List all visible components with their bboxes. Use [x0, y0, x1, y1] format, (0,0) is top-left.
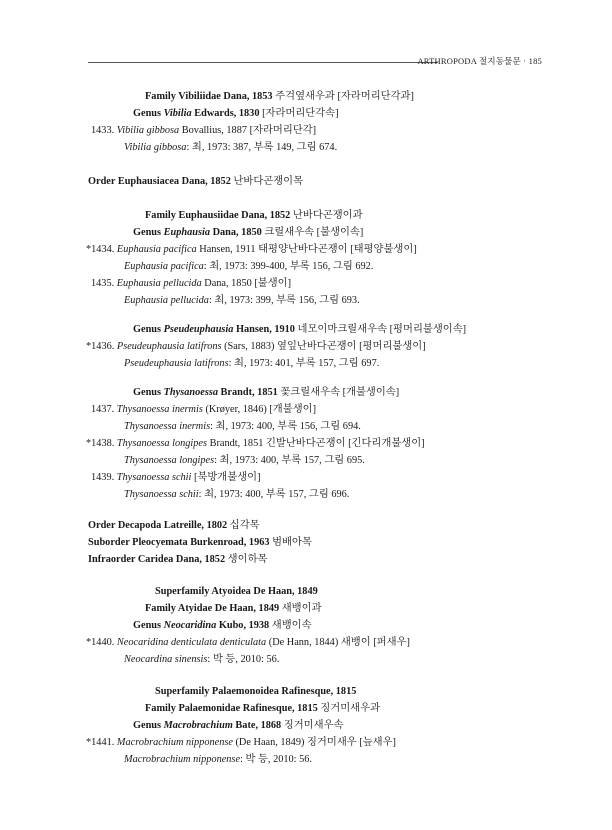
- species-entry: 1439. Thysanoessa schii [북방개불생이]: [91, 472, 261, 483]
- superfamily-heading: Superfamily Atyoidea De Haan, 1849: [155, 586, 318, 597]
- genus-heading: Genus Pseudeuphausia Hansen, 1910 네모이마크릴새우속 [평머리불생이속]: [133, 324, 467, 335]
- header-rule: [88, 62, 438, 63]
- species-entry: *1436. Pseudeuphausia latifrons (Sars, 1883) 옆잎난바다곤쟁이 [평머리불생이]: [86, 341, 426, 352]
- species-reference: Thysanoessa longipes: 최, 1973: 400, 부록 157, 그림 695.: [124, 455, 365, 466]
- species-reference: Macrobrachium nipponense: 박 등, 2010: 56.: [124, 754, 312, 765]
- family-heading: Family Palaemonidae Rafinesque, 1815 징거미새우과: [145, 703, 381, 714]
- species-entry: *1438. Thysanoessa longipes Brandt, 1851 긴발난바다곤쟁이 [긴다리개불생이]: [86, 438, 425, 449]
- genus-heading: Genus Vibilia Edwards, 1830 [자라머리단각속]: [133, 108, 339, 119]
- genus-heading: Genus Euphausia Dana, 1850 크릴새우속 [불생이속]: [133, 227, 364, 238]
- species-entry: *1441. Macrobrachium nipponense (De Haan, 1849) 징거미새우 [늪새우]: [86, 737, 396, 748]
- genus-heading: Genus Thysanoessa Brandt, 1851 꽃크릴새우속 [개불생이속]: [133, 387, 400, 398]
- genus-heading: Genus Neocaridina Kubo, 1938 새뱅이속: [133, 620, 312, 631]
- species-reference: Pseudeuphausia latifrons: 최, 1973: 401, 부록 157, 그림 697.: [124, 358, 380, 369]
- family-heading: Family Atyidae De Haan, 1849 새뱅이과: [145, 603, 322, 614]
- species-reference: Vibilia gibbosa: 최, 1973: 387, 부록 149, 그림 674.: [124, 142, 338, 153]
- species-entry: *1440. Neocaridina denticulata denticulata (De Hann, 1844) 새뱅이 [퍼새우]: [86, 637, 410, 648]
- order-heading: Order Decapoda Latreille, 1802 십각목: [88, 520, 260, 531]
- species-reference: Thysanoessa schii: 최, 1973: 400, 부록 157, 그림 696.: [124, 489, 350, 500]
- family-heading: Family Vibiliidae Dana, 1853 주걱옆새우과 [자라머리단각과]: [145, 91, 414, 102]
- genus-heading: Genus Macrobrachium Bate, 1868 징거미새우속: [133, 720, 344, 731]
- order-heading: Order Euphausiacea Dana, 1852 난바다곤쟁이목: [88, 176, 304, 187]
- infraorder-heading: Infraorder Caridea Dana, 1852 생이하목: [88, 554, 268, 565]
- species-reference: Euphausia pellucida: 최, 1973: 399, 부록 156, 그림 693.: [124, 295, 360, 306]
- species-reference: Thysanoessa inermis: 최, 1973: 400, 부록 156, 그림 694.: [124, 421, 361, 432]
- suborder-heading: Suborder Pleocyemata Burkenroad, 1963 범배아목: [88, 537, 312, 548]
- species-reference: Euphausia pacifica: 최, 1973: 399-400, 부록 156, 그림 692.: [124, 261, 374, 272]
- species-reference: Neocardina sinensis: 박 등, 2010: 56.: [124, 654, 280, 665]
- superfamily-heading: Superfamily Palaemonoidea Rafinesque, 1815: [155, 686, 357, 697]
- species-entry: 1433. Vibilia gibbosa Bovallius, 1887 [자라머리단각]: [91, 125, 317, 136]
- family-heading: Family Euphausiidae Dana, 1852 난바다곤쟁이과: [145, 210, 363, 221]
- running-header: ARTHROPODA 절지동물문 · 185: [417, 56, 542, 66]
- species-entry: 1435. Euphausia pellucida Dana, 1850 [불생이]: [91, 278, 292, 289]
- species-entry: 1437. Thysanoessa inermis (Krøyer, 1846) [개불생이]: [91, 404, 317, 415]
- species-entry: *1434. Euphausia pacifica Hansen, 1911 태평양난바다곤쟁이 [태평양불생이]: [86, 244, 417, 255]
